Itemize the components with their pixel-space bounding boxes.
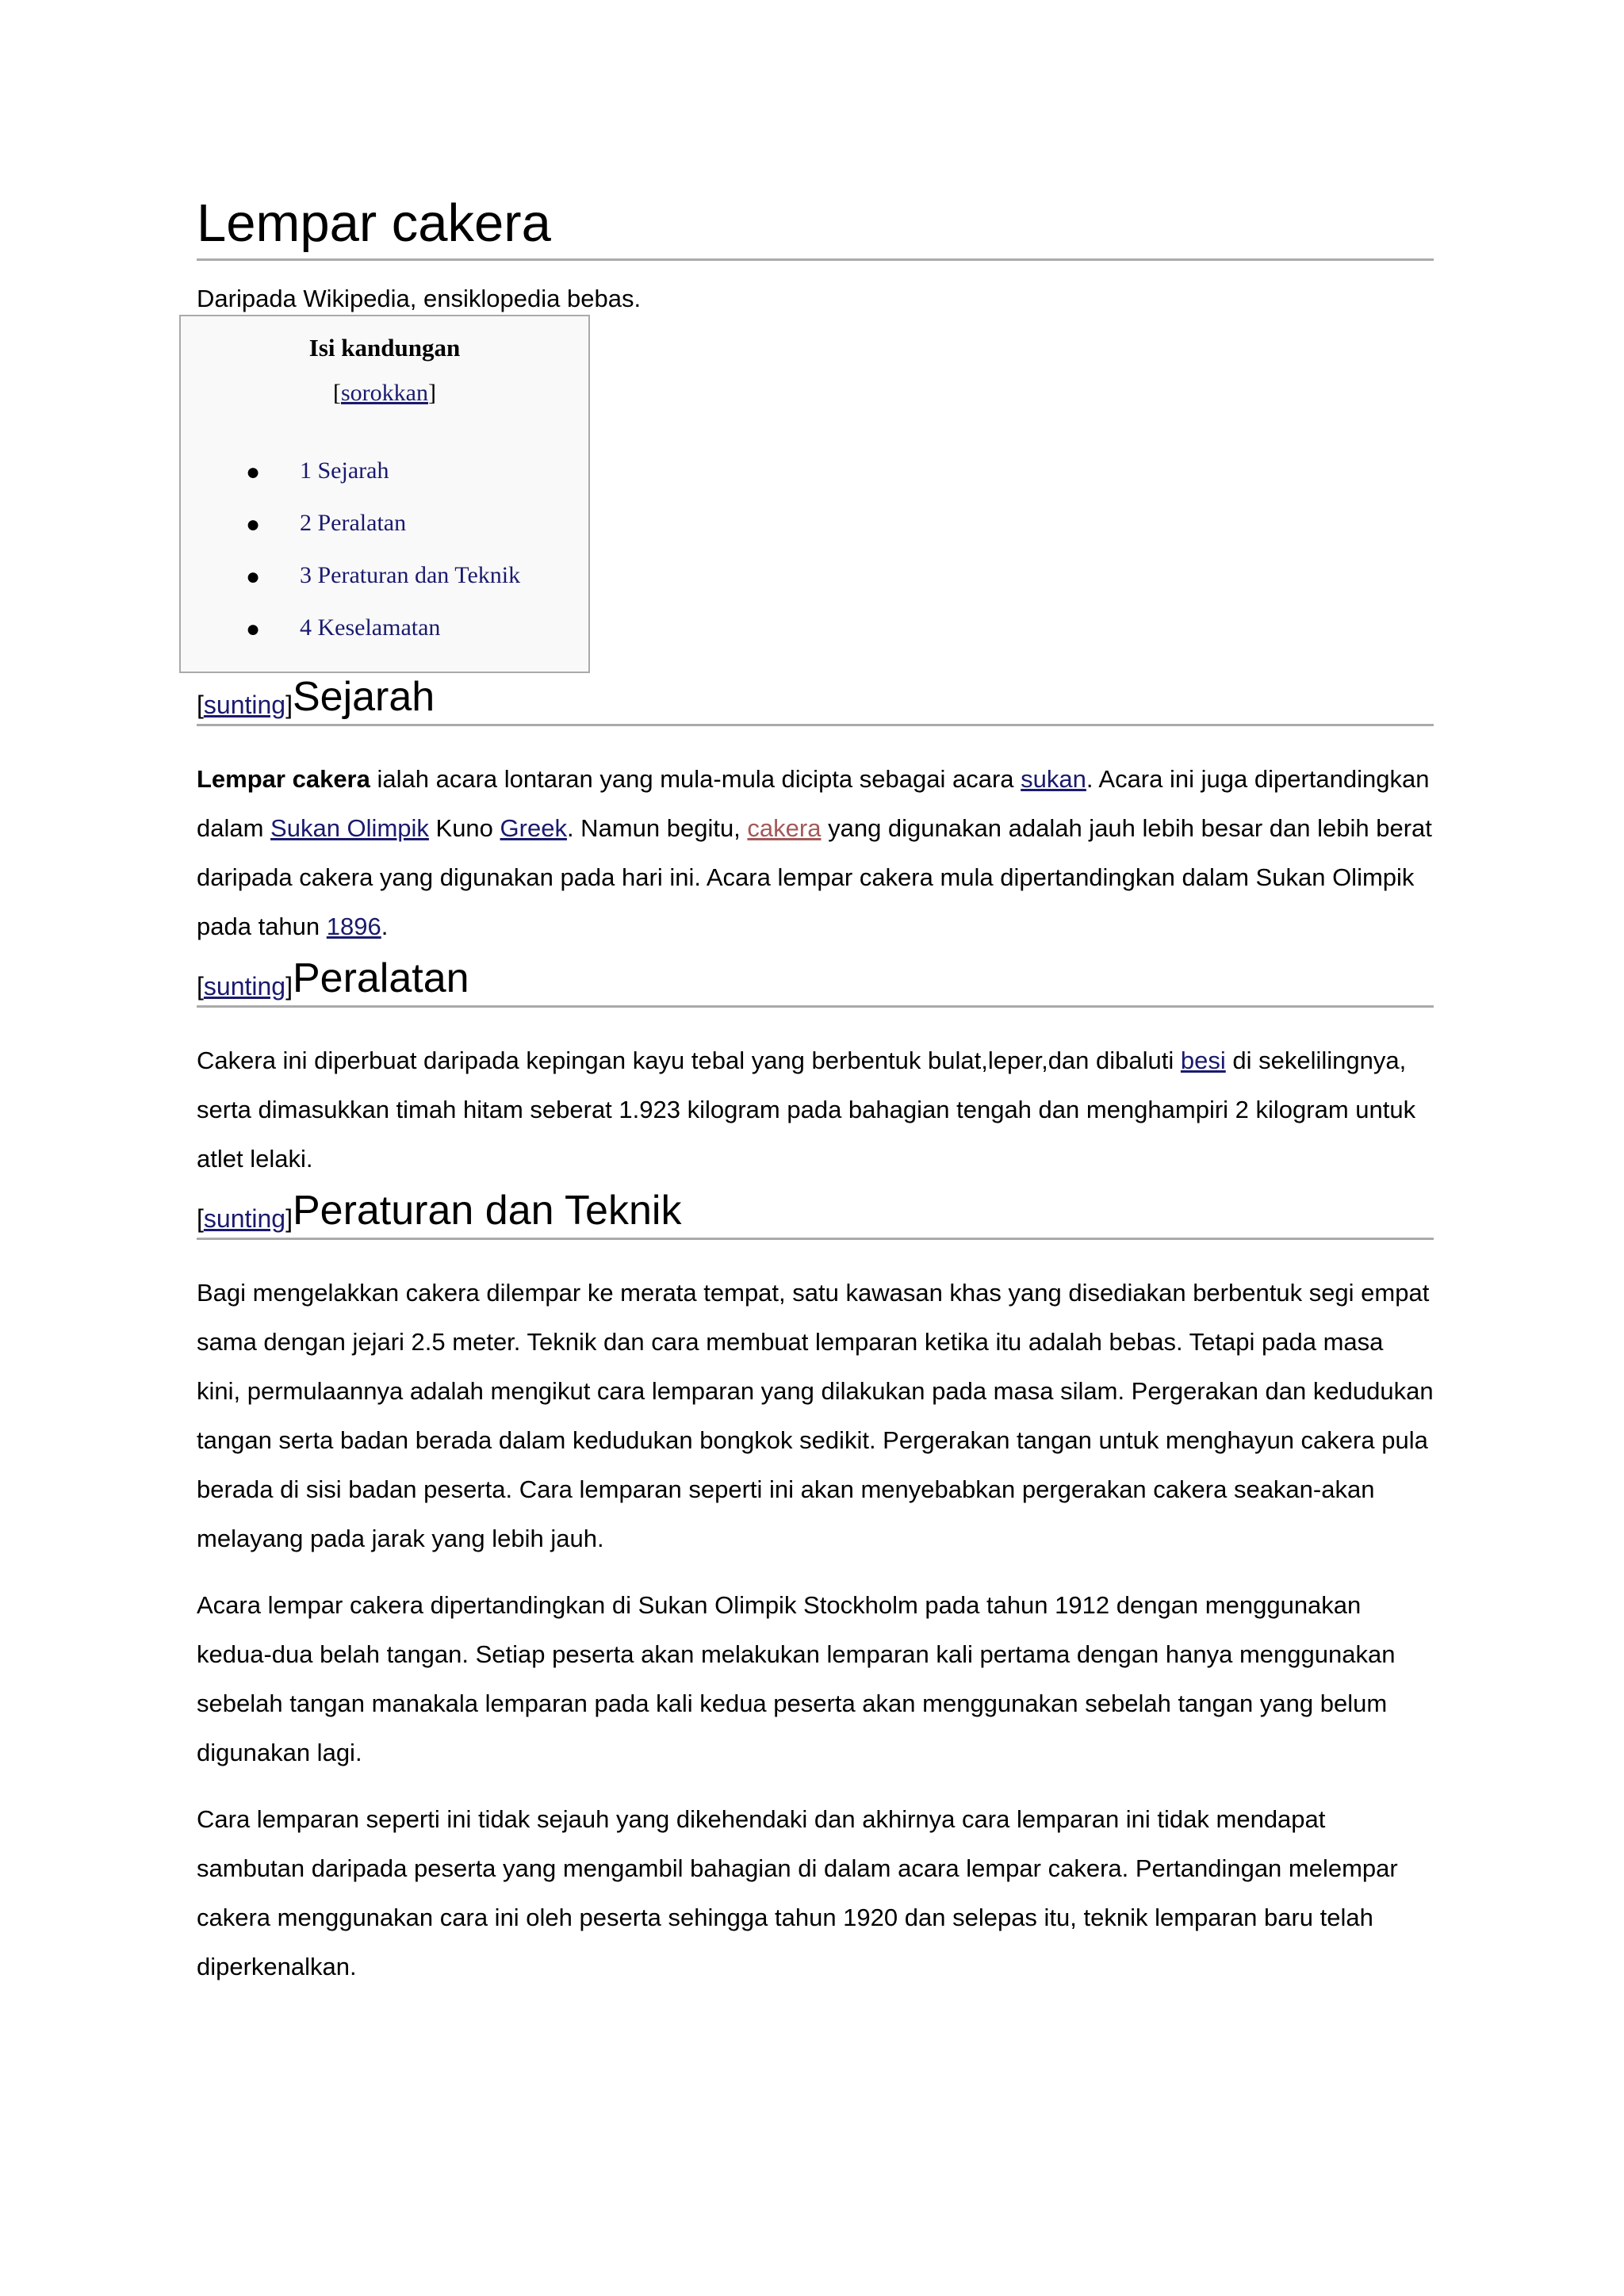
site-subtitle: Daripada Wikipedia, ensiklopedia bebas. [197, 285, 642, 312]
toc-item-peraturan[interactable]: ● 3 Peraturan dan Teknik [246, 562, 521, 590]
link-cakera[interactable]: cakera [747, 814, 822, 842]
table-of-contents [179, 315, 590, 673]
link-1896[interactable]: 1896 [326, 913, 381, 940]
edit-link[interactable]: sunting [203, 1204, 286, 1233]
paragraph-peraturan-3: Cara lemparan seperti ini tidak sejauh yang dikehendaki dan akhirnya cara lemparan ini tidak mendapat sambutan daripada peserta yang mengambil bahagian di dalam acara lempar cakera. Pertandingan melempar cakera menggunakan cara ini oleh peserta sehingga tahun 1920 dan selepas itu, teknik lemparan baru telah diperkenalkan. [197, 1805, 1398, 1980]
paragraph-sejarah: Lempar cakera ialah acara lontaran yang mula-mula dicipta sebagai acara sukan. Acara ini juga dipertandingkan dalam Sukan Olimpik Kuno Greek. Namun begitu, cakera yang digunakan adalah jauh lebih besar dan lebih berat daripada cakera yang digunakan pada hari ini. Acara lempar cakera mula dipertandingkan dalam Sukan Olimpik pada tahun 1896. [197, 765, 1432, 940]
toc-list [181, 457, 588, 667]
paragraph-peraturan-2: Acara lempar cakera dipertandingkan di Sukan Olimpik Stockholm pada tahun 1912 dengan menggunakan kedua-dua belah tangan. Setiap peserta akan melakukan lemparan kali pertama dengan hanya menggunakan sebelah tangan manakala lemparan pada kali kedua peserta akan menggunakan sebelah tangan yang belum digunakan lagi. [197, 1591, 1396, 1766]
link-sukan-olimpik[interactable]: Sukan Olimpik [270, 814, 429, 842]
link-besi[interactable]: besi [1180, 1047, 1226, 1074]
toc-toggle-bracket-close: ] [427, 380, 436, 406]
edit-section-peralatan: [sunting] [197, 972, 293, 1001]
heading-sejarah: Sejarah [292, 674, 435, 720]
paragraph-peraturan-1: Bagi mengelakkan cakera dilempar ke merata tempat, satu kawasan khas yang disediakan berbentuk segi empat sama dengan jejari 2.5 meter. Teknik dan cara membuat lemparan ketika itu adalah bebas. Tetapi pada masa kini, permulaannya adalah mengikut cara lemparan yang dilakukan pada masa silam. Pergerakan dan kedudukan tangan serta badan berada dalam kedudukan bongkok sedikit. Pergerakan tangan untuk menghayun cakera pula berada di sisi badan peserta. Cara lemparan seperti ini akan menyebabkan pergerakan cakera seakan-akan melayang pada jarak yang lebih jauh. [197, 1279, 1434, 1552]
section-heading-peralatan [197, 955, 1434, 1008]
heading-peralatan: Peralatan [292, 955, 469, 1001]
toc-item-keselamatan[interactable]: ● 4 Keselamatan [246, 614, 441, 642]
toc-item-sejarah[interactable]: ● 1 Sejarah [246, 457, 389, 485]
bullet-icon: ● [246, 459, 261, 485]
link-greek[interactable]: Greek [500, 814, 567, 842]
article-content [197, 190, 1434, 1992]
section-heading-sejarah [197, 673, 1434, 726]
edit-section-sejarah: [sunting] [197, 691, 293, 719]
edit-link[interactable]: sunting [203, 691, 286, 719]
bullet-icon: ● [246, 616, 261, 642]
bullet-icon: ● [246, 564, 261, 590]
toc-toggle [181, 380, 588, 407]
paragraph-peralatan: Cakera ini diperbuat daripada kepingan kayu tebal yang berbentuk bulat,leper,dan dibaluti besi di sekelilingnya, serta dimasukkan timah hitam seberat 1.923 kilogram pada bahagian tengah dan menghampiri 2 kilogram untuk atlet lelaki. [197, 1047, 1416, 1173]
bullet-icon: ● [246, 511, 261, 538]
edit-section-peraturan: [sunting] [197, 1204, 293, 1233]
section-heading-peraturan [197, 1187, 1434, 1240]
edit-link[interactable]: sunting [203, 972, 286, 1001]
toc-toggle-bracket-open: [ [333, 380, 341, 406]
page-title: Lempar cakera [197, 190, 1434, 261]
link-sukan[interactable]: sukan [1021, 765, 1086, 793]
toc-item-peralatan[interactable]: ● 2 Peralatan [246, 510, 407, 538]
toc-hide-link[interactable]: sorokkan [341, 380, 428, 406]
heading-peraturan: Peraturan dan Teknik [292, 1188, 682, 1234]
toc-title: Isi kandungan [308, 334, 461, 362]
